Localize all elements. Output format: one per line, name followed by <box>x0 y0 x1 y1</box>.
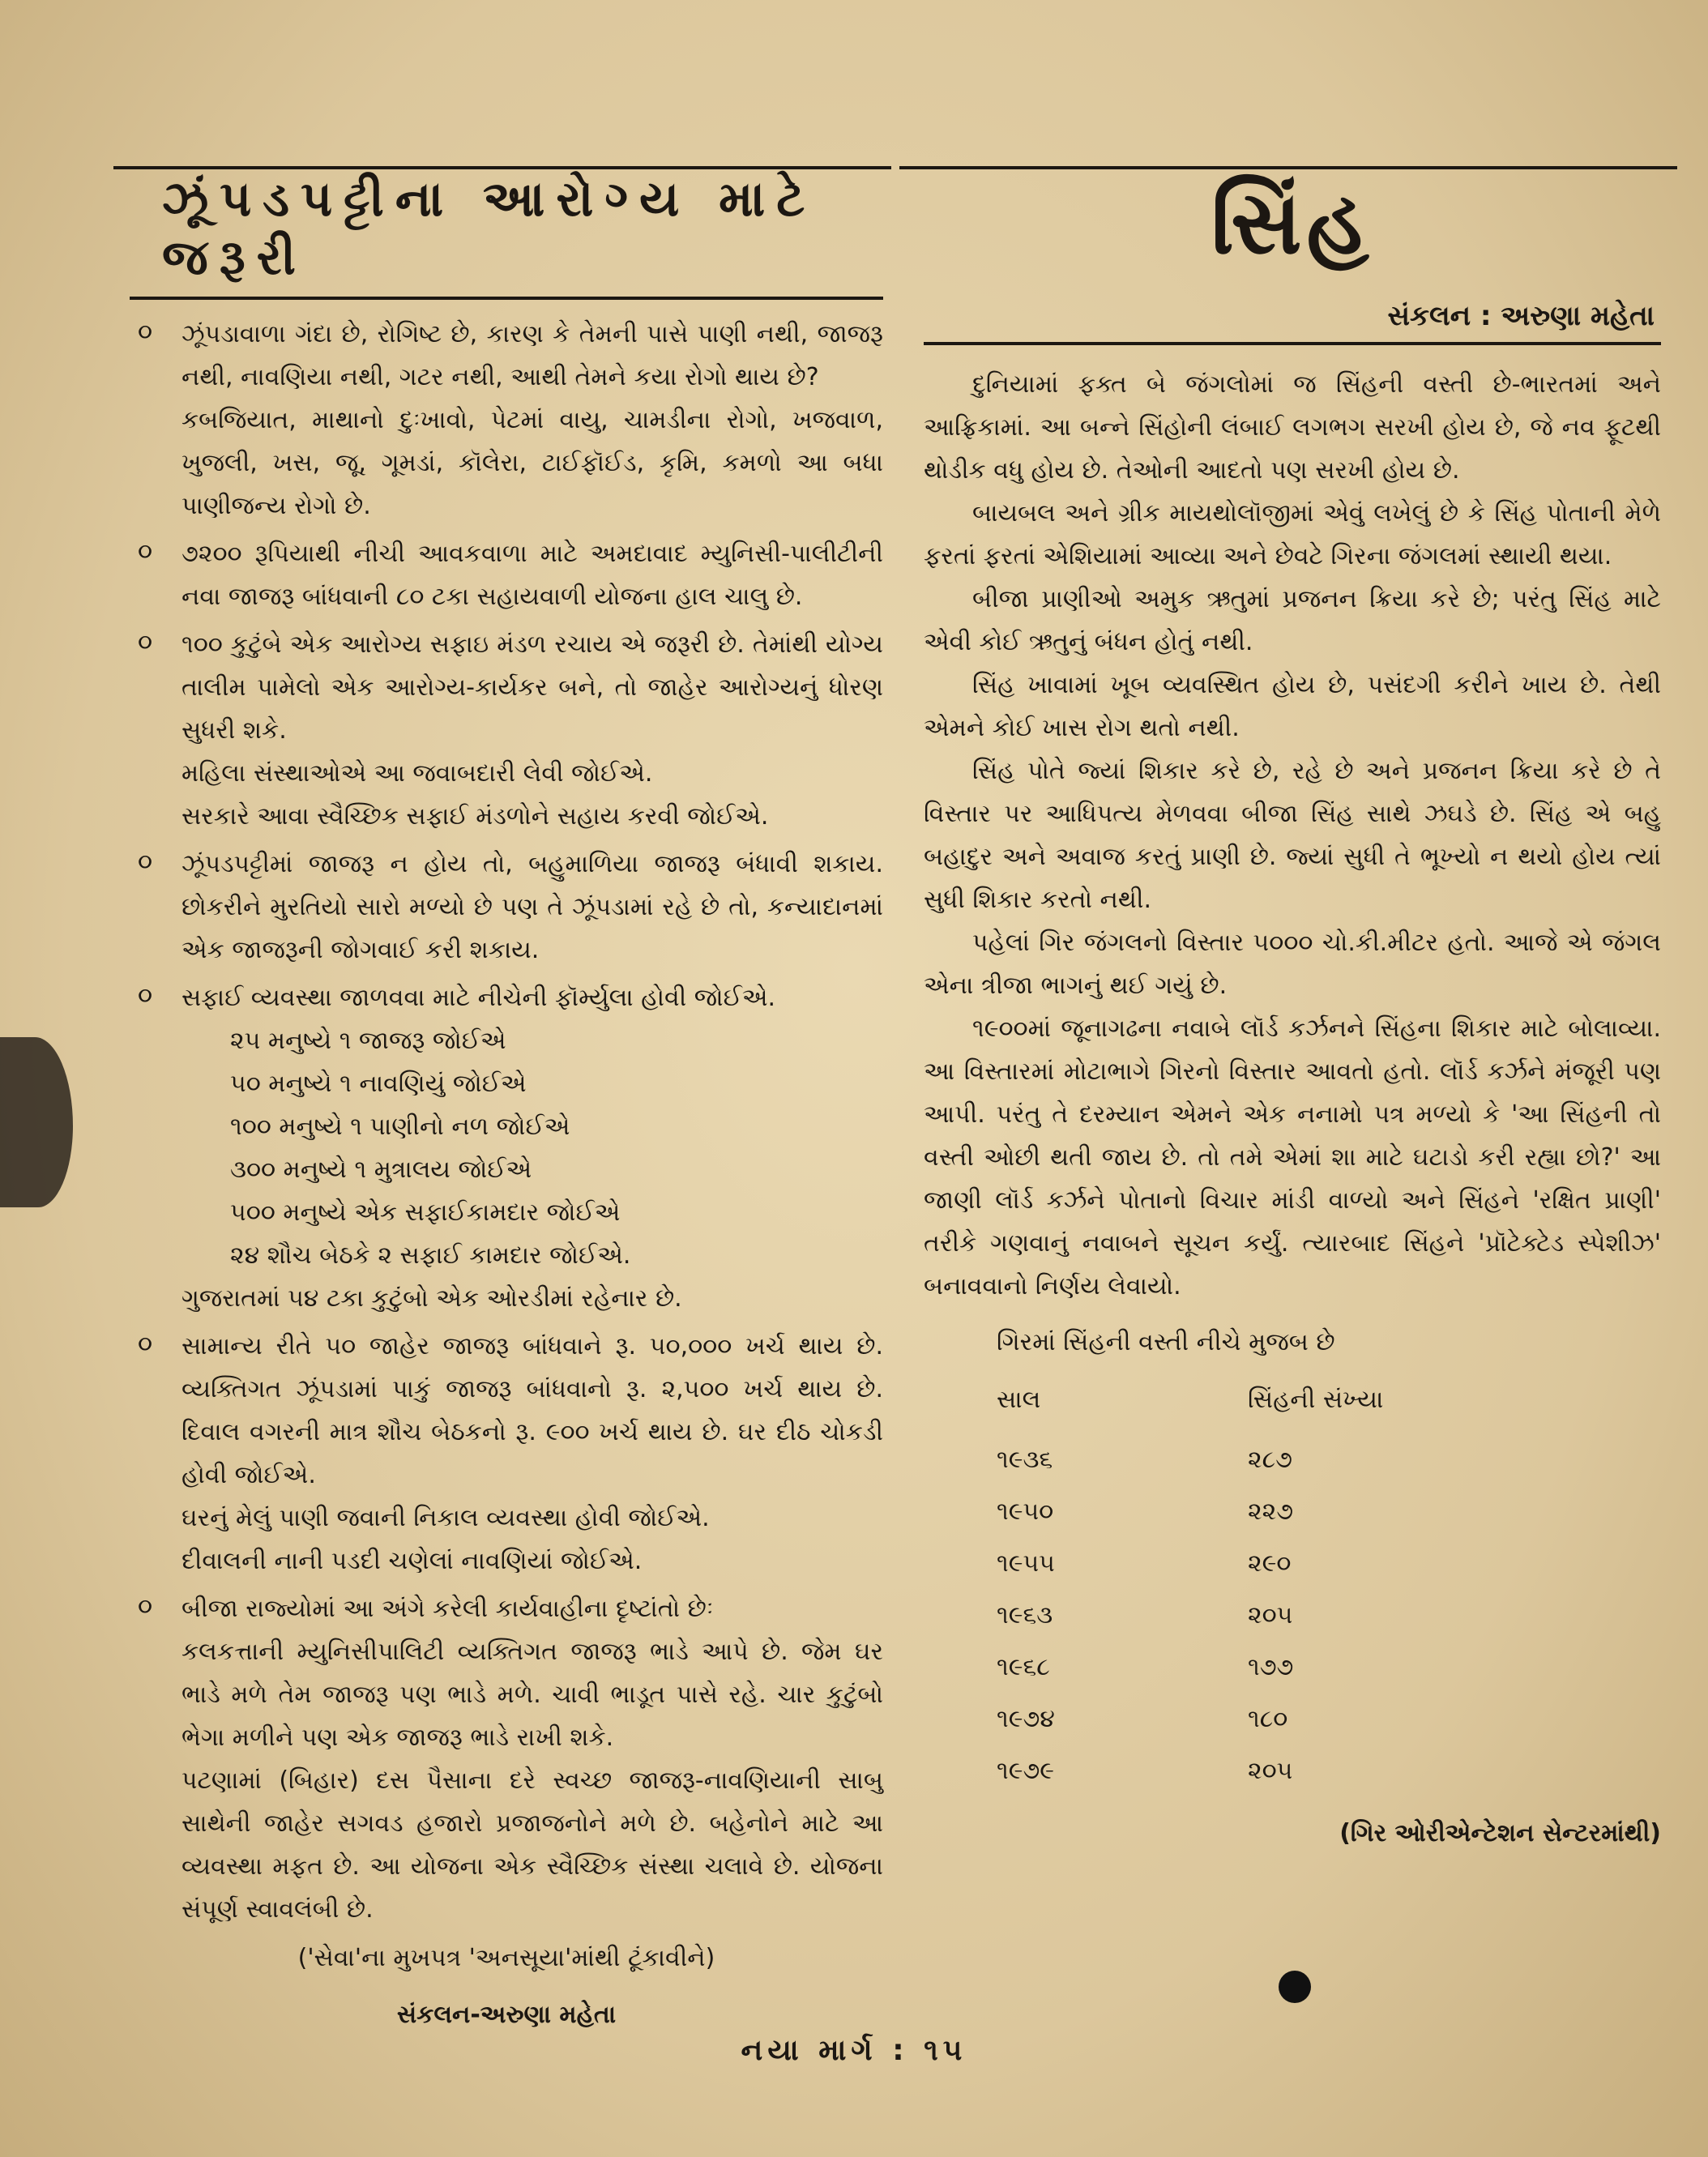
left-source-note: ('સેવા'ના મુખપત્ર 'અનસૂયા'માંથી ટૂંકાવીને) <box>297 1944 715 1972</box>
standard-line: ૨૪ શૌચ બેઠકે ૨ સફાઈ કામદાર જોઈએ. <box>230 1241 631 1270</box>
left-compiler-credit: સંકલન-અરુણા મહેતા <box>396 2001 617 2029</box>
left-article-list <box>130 313 883 1931</box>
paragraph: સિંહ પોતે જ્યાં શિકાર કરે છે, રહે છે અને પ્રજનન ક્રિયા કરે છે તે વિસ્તાર પર આધિપત્ય મેળવવા બીજા સિંહ સાથે ઝઘડે છે. સિંહ એ બહુ બહાદુર અને અવાજ કરતું પ્રાણી છે. જ્યાં સુધી તે ભૂખ્યો ન થયો હોય ત્યાં સુધી શિકાર કરતો નથી. <box>924 757 1661 914</box>
population-table-intro: ગિરમાં સિંહની વસ્તી નીચે મુજબ છે <box>997 1328 1335 1356</box>
table-header-row <box>997 1373 1507 1433</box>
paragraph: દુનિયામાં ફક્ત બે જંગલોમાં જ સિંહની વસ્તી છે-ભારતમાં અને આફ્રિકામાં. આ બન્ને સિંહોની લંબાઈ લગભગ સરખી હોય છે, જે નવ ફૂટથી થોડીક વધુ હોય છે. તેઓની આદતો પણ સરખી હોય છે. <box>924 370 1661 485</box>
paragraph: ૧૯૦૦માં જૂનાગઢના નવાબે લૉર્ડ કર્ઝનને સિંહના શિકાર માટે બોલાવ્યા. આ વિસ્તારમાં મોટાભાગે ગિરનો વિસ્તાર આવતો હતો. લૉર્ડ કર્ઝને મંજૂરી પણ આપી. પરંતુ તે દરમ્યાન એમને એક નનામો પત્ર મળ્યો કે 'આ સિંહની તો વસ્તી ઓછી થતી જાય છે. તો તમે એમાં શા માટે ઘટાડો કરી રહ્યા છો?' આ જાણી લૉર્ડ કર્ઝને પોતાનો વિચાર માંડી વાળ્યો અને સિંહને 'રક્ષિત પ્રાણી' તરીકે ગણવાનું નવાબને સૂચન કર્યું. ત્યારબાદ સિંહને 'પ્રૉટેક્ટેડ સ્પેશીઝ' બનાવવાનો નિર્ણય લેવાયો. <box>924 1014 1661 1301</box>
list-item <box>130 1325 883 1583</box>
year-cell: ૧૯૫૦ <box>997 1497 1054 1526</box>
list-item <box>130 843 883 972</box>
table-row <box>997 1589 1507 1641</box>
table-row <box>997 1641 1507 1693</box>
sanitation-standards <box>181 1019 883 1277</box>
paragraph: બીજા રાજ્યોમાં આ અંગે કરેલી કાર્યવાહીના દૃષ્ટાંતો છેઃ <box>181 1595 714 1623</box>
left-article-title: ઝૂંપડપટ્ટીના આરોગ્ય માટે જરૂરી <box>130 170 883 300</box>
paragraph: સામાન્ય રીતે ૫૦ જાહેર જાજરૂ બાંધવાને રૂ. ૫૦,૦૦૦ ખર્ચ થાય છે. વ્યક્તિગત ઝૂંપડામાં પાકું જાજરૂ બાંધવાનો રૂ. ૨,૫૦૦ ખર્ચ થાય છે. દિવાલ વગરની માત્ર શૌચ બેઠકનો રૂ. ૯૦૦ ખર્ચ થાય છે. ઘર દીઠ ચોકડી હોવી જોઈએ. <box>181 1332 883 1489</box>
right-compiler-credit: સંકલન : અરુણા મહેતા <box>924 300 1661 345</box>
right-article <box>924 170 1661 1847</box>
list-item <box>130 313 883 528</box>
bullet-mark: ૦ <box>138 537 153 566</box>
paragraph: ૭૨૦૦ રૂપિયાથી નીચી આવકવાળા માટે અમદાવાદ મ્યુનિસી-પાલીટીની નવા જાજરૂ બાંધવાની ૮૦ ટકા સહાયવાળી યોજના હાલ ચાલુ છે. <box>181 540 883 611</box>
end-mark-dot <box>1279 1971 1311 2003</box>
paragraph: પહેલાં ગિર જંગલનો વિસ્તાર ૫૦૦૦ ચો.કી.મીટર હતો. આજે એ જંગલ એના ત્રીજા ભાગનું થઈ ગયું છે. <box>924 929 1661 1000</box>
count-cell: ૨૦૫ <box>1248 1600 1293 1629</box>
year-cell: ૧૯૬૮ <box>997 1652 1050 1681</box>
paragraph: સિંહ ખાવામાં ખૂબ વ્યવસ્થિત હોય છે, પસંદગી કરીને ખાય છે. તેથી એમને કોઈ ખાસ રોગ થતો નથી. <box>924 671 1661 742</box>
left-article <box>130 170 883 2038</box>
count-cell: ૨૯૦ <box>1248 1548 1292 1578</box>
paragraph: ઘરનું મેલું પાણી જવાની નિકાલ વ્યવસ્થા હોવી જોઈએ. <box>181 1504 710 1532</box>
year-cell: ૧૯૫૫ <box>997 1548 1055 1578</box>
paragraph: ઝૂંપડપટ્ટીમાં જાજરૂ ન હોય તો, બહુમાળિયા જાજરૂ બંધાવી શકાય. છોકરીને મુરતિયો સારો મળ્યો છે પણ તે ઝૂંપડામાં રહે છે તો, કન્યાદાનમાં એક જાજરૂની જોગવાઈ કરી શકાય. <box>181 850 883 964</box>
table-row <box>997 1433 1507 1485</box>
column-header-count: સિંહની સંખ્યા <box>1248 1385 1384 1414</box>
paragraph: બાયબલ અને ગ્રીક માયથોલૉજીમાં એવું લખેલું છે કે સિંહ પોતાની મેળે ફરતાં ફરતાં એશિયામાં આવ્યા અને છેવટે ગિરના જંગલમાં સ્થાયી થયા. <box>924 499 1661 570</box>
table-row <box>997 1693 1507 1745</box>
paragraph: દીવાલની નાની પડદી ચણેલાં નાવણિયાં જોઈએ. <box>181 1547 643 1575</box>
table-row <box>997 1485 1507 1537</box>
bullet-mark: ૦ <box>138 848 153 876</box>
right-source-note: (ગિર ઓરીએન્ટેશન સેન્ટરમાંથી) <box>1339 1819 1661 1847</box>
year-cell: ૧૯૩૬ <box>997 1445 1053 1474</box>
count-cell: ૨૮૭ <box>1248 1445 1292 1474</box>
table-row <box>997 1537 1507 1589</box>
top-rule-left <box>113 166 891 169</box>
year-cell: ૧૯૭૪ <box>997 1704 1055 1733</box>
page-tear <box>0 1037 73 1207</box>
count-cell: ૨૦૫ <box>1248 1756 1293 1785</box>
paragraph: સરકારે આવા સ્વૈચ્છિક સફાઈ મંડળોને સહાય કરવી જોઈએ. <box>181 802 769 831</box>
page-footer: નયા માર્ગ : ૧૫ <box>741 2034 967 2067</box>
list-item <box>130 623 883 838</box>
paragraph: ગુજરાતમાં ૫૪ ટકા કુટુંબો એક ઓરડીમાં રહેનાર છે. <box>181 1284 682 1313</box>
paragraph: ૧૦૦ કુટુંબે એક આરોગ્ય સફાઇ મંડળ રચાય એ જરૂરી છે. તેમાંથી યોગ્ય તાલીમ પામેલો એક આરોગ્ય-કાર્યકર બને, તો જાહેર આરોગ્યનું ધોરણ સુધરી શકે. <box>181 630 883 745</box>
paragraph: કબજિયાત, માથાનો દુઃખાવો, પેટમાં વાયુ, ચામડીના રોગો, ખજવાળ, ખુજલી, ખસ, જૂ, ગૂમડાં, કૉલેરા, ટાઈફૉઈડ, કૃમિ, કમળો આ બધા પાણીજન્ય રોગો છે. <box>181 406 883 520</box>
year-cell: ૧૯૬૩ <box>997 1600 1053 1629</box>
list-item <box>130 1587 883 1931</box>
column-header-year: સાલ <box>997 1385 1041 1414</box>
standard-line: ૧૦૦ મનુષ્યે ૧ પાણીનો નળ જોઈએ <box>230 1113 570 1141</box>
bullet-mark: ૦ <box>138 981 153 1010</box>
standard-line: ૫૦૦ મનુષ્યે એક સફાઈકામદાર જોઈએ <box>230 1198 621 1227</box>
paragraph: કલકત્તાની મ્યુનિસીપાલિટી વ્યક્તિગત જાજરૂ ભાડે આપે છે. જેમ ઘર ભાડે મળે તેમ જાજરૂ પણ ભાડે મળે. ચાવી ભાડૂત પાસે રહે. ચાર કુટુંબો ભેગા મળીને પણ એક જાજરૂ ભાડે રાખી શકે. <box>181 1638 883 1752</box>
count-cell: ૧૮૦ <box>1248 1704 1288 1733</box>
standard-line: ૩૦૦ મનુષ્યે ૧ મુત્રાલય જોઈએ <box>230 1155 532 1184</box>
right-article-title: સિંહ <box>1211 173 1374 274</box>
paragraph: મહિલા સંસ્થાઓએ આ જવાબદારી લેવી જોઈએ. <box>181 759 653 788</box>
paragraph: પટણામાં (બિહાર) દસ પૈસાના દરે સ્વચ્છ જાજરૂ-નાવણિયાની સાબુ સાથેની જાહેર સગવડ હજારો પ્રજાજનોને મળે છે. બહેનોને માટે આ વ્યવસ્થા મફત છે. આ યોજના એક સ્વૈચ્છિક સંસ્થા ચલાવે છે. યોજના સંપૂર્ણ સ્વાવલંબી છે. <box>181 1766 883 1924</box>
count-cell: ૧૭૭ <box>1248 1652 1294 1681</box>
bullet-mark: ૦ <box>138 1592 153 1621</box>
right-article-body <box>924 363 1661 1308</box>
bullet-mark: ૦ <box>138 1330 153 1358</box>
standard-line: ૫૦ મનુષ્યે ૧ નાવણિયું જોઈએ <box>230 1070 527 1098</box>
bullet-mark: ૦ <box>138 628 153 656</box>
lion-population-table <box>997 1373 1507 1796</box>
year-cell: ૧૯૭૯ <box>997 1756 1055 1785</box>
paragraph: બીજા પ્રાણીઓ અમુક ઋતુમાં પ્રજનન ક્રિયા કરે છે; પરંતુ સિંહ માટે એવી કોઈ ઋતુનું બંધન હોતું નથી. <box>924 585 1661 656</box>
list-item <box>130 532 883 618</box>
count-cell: ૨૨૭ <box>1248 1497 1294 1526</box>
paragraph: ઝૂંપડાવાળા ગંદા છે, રોગિષ્ટ છે, કારણ કે તેમની પાસે પાણી નથી, જાજરૂ નથી, નાવણિયા નથી, ગટર નથી, આથી તેમને કયા રોગો થાય છે? <box>181 320 883 391</box>
bullet-mark: ૦ <box>138 318 153 346</box>
list-item <box>130 976 883 1320</box>
standard-line: ૨૫ મનુષ્યે ૧ જાજરૂ જોઈએ <box>230 1027 506 1055</box>
top-rule-right <box>899 166 1677 169</box>
paragraph: સફાઈ વ્યવસ્થા જાળવવા માટે નીચેની ફૉર્મ્યુલા હોવી જોઈએ. <box>181 984 776 1012</box>
table-row <box>997 1745 1507 1796</box>
